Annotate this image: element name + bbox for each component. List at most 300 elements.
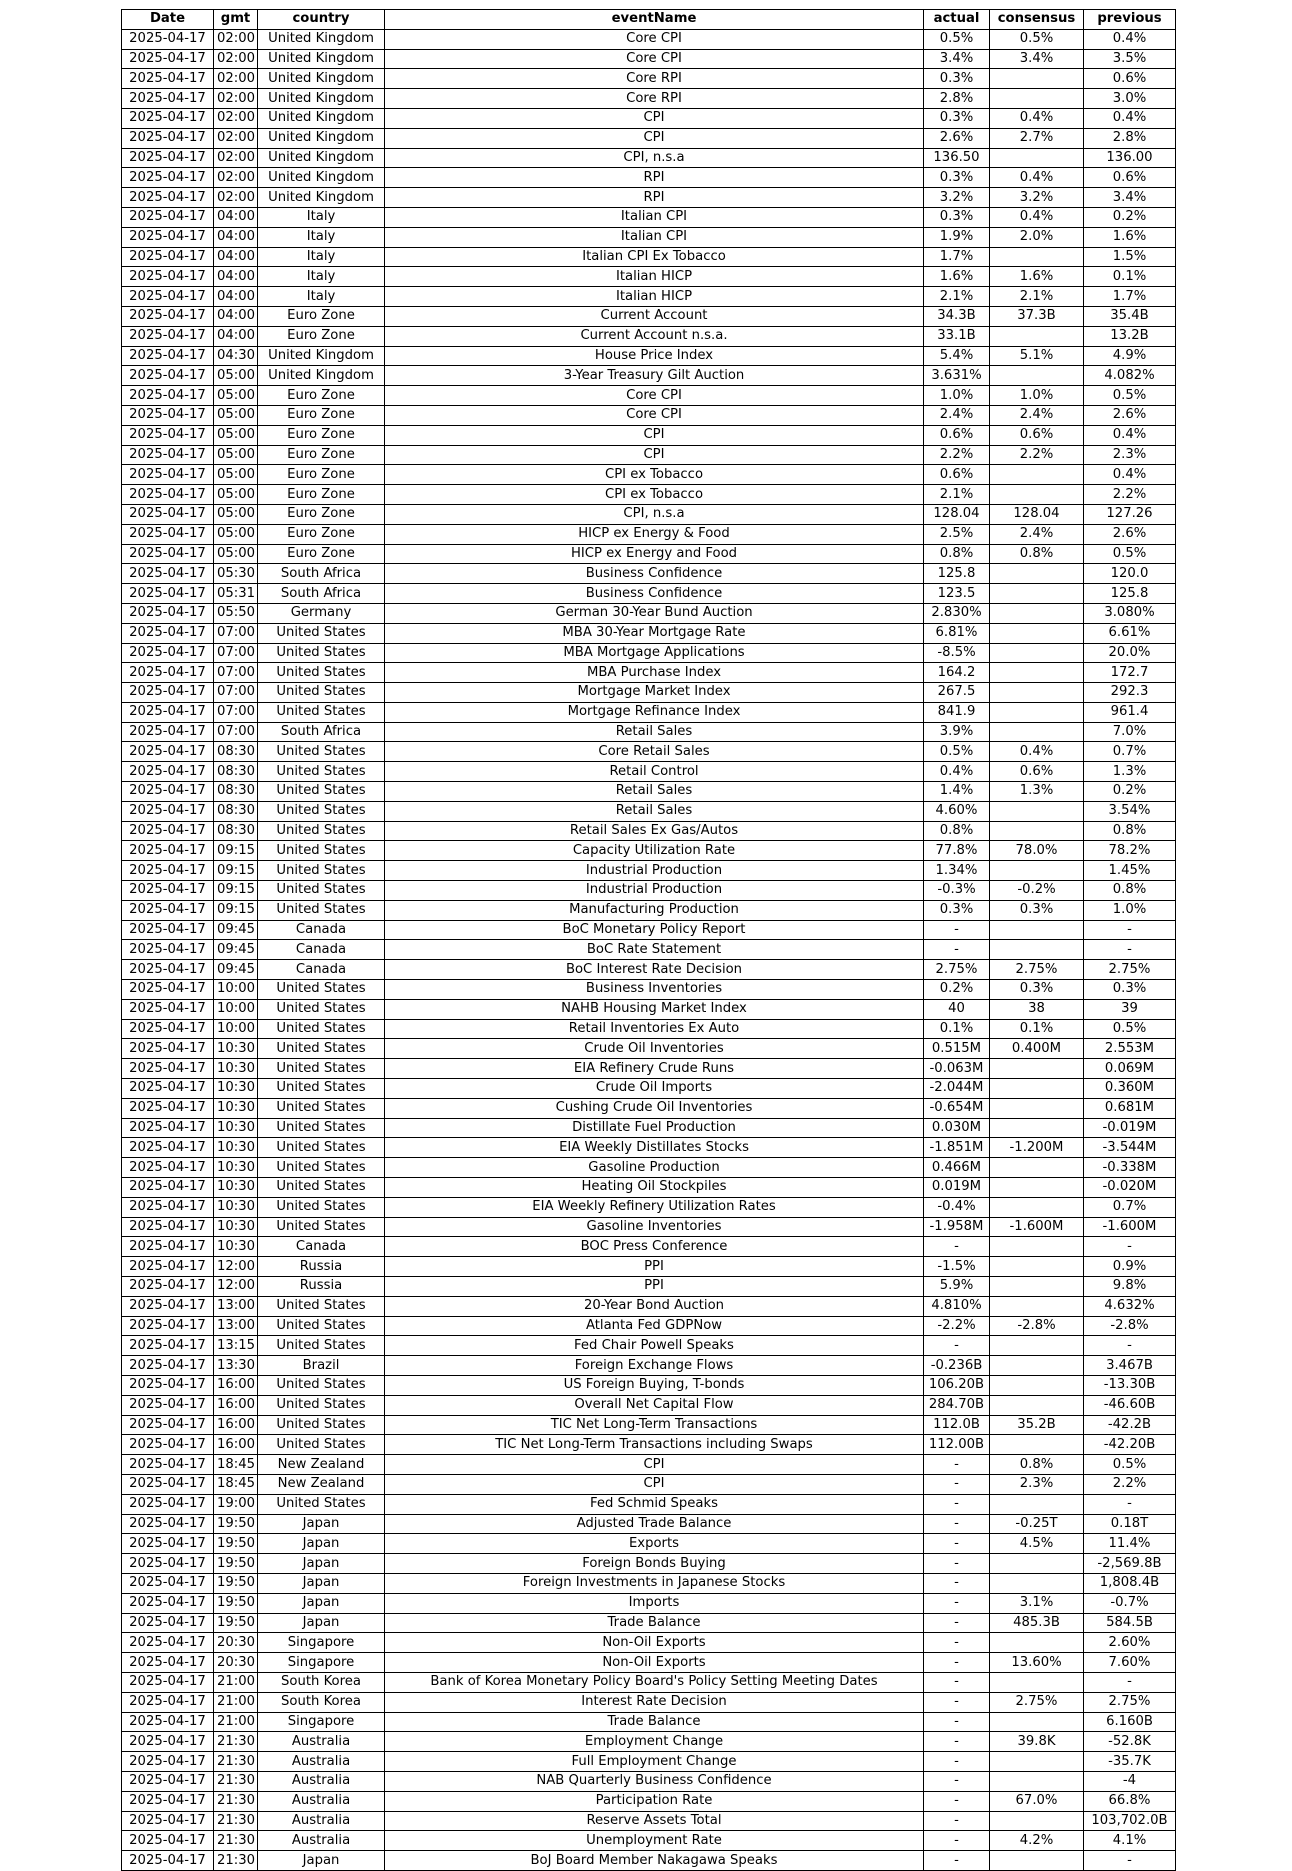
gmt-cell: 16:00 bbox=[214, 1415, 258, 1435]
consensus-cell bbox=[990, 69, 1084, 89]
previous-cell: 0.5% bbox=[1084, 1455, 1176, 1475]
table-row bbox=[122, 168, 1176, 188]
previous-cell: 0.360M bbox=[1084, 1079, 1176, 1099]
gmt-cell: 09:15 bbox=[214, 900, 258, 920]
date-cell: 2025-04-17 bbox=[122, 1079, 214, 1099]
previous-cell: 1.6% bbox=[1084, 227, 1176, 247]
actual-cell: -0.4% bbox=[924, 1197, 990, 1217]
previous-cell: 0.2% bbox=[1084, 782, 1176, 802]
consensus-cell bbox=[990, 1554, 1084, 1574]
date-cell: 2025-04-17 bbox=[122, 128, 214, 148]
actual-cell: 106.20B bbox=[924, 1375, 990, 1395]
table-row bbox=[122, 1851, 1176, 1871]
country-cell: United Kingdom bbox=[258, 89, 385, 109]
actual-cell: -1.958M bbox=[924, 1217, 990, 1237]
gmt-cell: 13:30 bbox=[214, 1356, 258, 1376]
table-row bbox=[122, 227, 1176, 247]
event-name-cell: PPI bbox=[385, 1277, 924, 1297]
previous-cell: 2.6% bbox=[1084, 405, 1176, 425]
event-name-cell: Retail Sales bbox=[385, 801, 924, 821]
actual-cell: 112.0B bbox=[924, 1415, 990, 1435]
consensus-cell bbox=[990, 1257, 1084, 1277]
consensus-cell: 0.4% bbox=[990, 742, 1084, 762]
table-row bbox=[122, 1296, 1176, 1316]
gmt-cell: 04:00 bbox=[214, 247, 258, 267]
previous-cell: 2.3% bbox=[1084, 445, 1176, 465]
previous-cell: 0.4% bbox=[1084, 108, 1176, 128]
country-cell: United States bbox=[258, 1197, 385, 1217]
previous-cell: -1.600M bbox=[1084, 1217, 1176, 1237]
date-cell: 2025-04-17 bbox=[122, 1178, 214, 1198]
date-cell: 2025-04-17 bbox=[122, 623, 214, 643]
gmt-cell: 18:45 bbox=[214, 1474, 258, 1494]
event-name-cell: Mortgage Market Index bbox=[385, 683, 924, 703]
gmt-cell: 05:00 bbox=[214, 544, 258, 564]
country-cell: United States bbox=[258, 762, 385, 782]
gmt-cell: 18:45 bbox=[214, 1455, 258, 1475]
date-cell: 2025-04-17 bbox=[122, 1692, 214, 1712]
country-cell: Italy bbox=[258, 227, 385, 247]
actual-cell: -0.236B bbox=[924, 1356, 990, 1376]
previous-cell: 961.4 bbox=[1084, 702, 1176, 722]
actual-cell: -1.851M bbox=[924, 1138, 990, 1158]
actual-cell: 1.7% bbox=[924, 247, 990, 267]
date-cell: 2025-04-17 bbox=[122, 881, 214, 901]
event-name-cell: NAHB Housing Market Index bbox=[385, 999, 924, 1019]
gmt-cell: 08:30 bbox=[214, 821, 258, 841]
country-cell: United States bbox=[258, 683, 385, 703]
event-name-cell: CPI ex Tobacco bbox=[385, 465, 924, 485]
table-row bbox=[122, 386, 1176, 406]
consensus-cell: 2.3% bbox=[990, 1474, 1084, 1494]
event-name-cell: Employment Change bbox=[385, 1732, 924, 1752]
country-cell: United States bbox=[258, 1435, 385, 1455]
event-name-cell: Foreign Bonds Buying bbox=[385, 1554, 924, 1574]
previous-cell: -13.30B bbox=[1084, 1375, 1176, 1395]
date-cell: 2025-04-17 bbox=[122, 663, 214, 683]
gmt-cell: 09:15 bbox=[214, 881, 258, 901]
country-cell: Australia bbox=[258, 1811, 385, 1831]
country-cell: United States bbox=[258, 742, 385, 762]
actual-cell: 125.8 bbox=[924, 564, 990, 584]
event-name-cell: BOC Press Conference bbox=[385, 1237, 924, 1257]
consensus-cell: 0.4% bbox=[990, 108, 1084, 128]
country-cell: Euro Zone bbox=[258, 445, 385, 465]
country-cell: United States bbox=[258, 881, 385, 901]
event-name-cell: CPI, n.s.a bbox=[385, 504, 924, 524]
gmt-cell: 04:30 bbox=[214, 346, 258, 366]
previous-cell: 2.75% bbox=[1084, 1692, 1176, 1712]
consensus-cell: -1.200M bbox=[990, 1138, 1084, 1158]
actual-cell: - bbox=[924, 940, 990, 960]
actual-cell: - bbox=[924, 1534, 990, 1554]
country-cell: United States bbox=[258, 1415, 385, 1435]
consensus-cell bbox=[990, 465, 1084, 485]
gmt-cell: 02:00 bbox=[214, 89, 258, 109]
previous-cell: 172.7 bbox=[1084, 663, 1176, 683]
consensus-cell: 4.2% bbox=[990, 1831, 1084, 1851]
date-cell: 2025-04-17 bbox=[122, 1415, 214, 1435]
country-cell: Euro Zone bbox=[258, 326, 385, 346]
actual-cell: 0.6% bbox=[924, 425, 990, 445]
event-name-cell: Retail Sales bbox=[385, 722, 924, 742]
previous-cell: 0.18T bbox=[1084, 1514, 1176, 1534]
gmt-cell: 05:00 bbox=[214, 524, 258, 544]
event-name-cell: Industrial Production bbox=[385, 881, 924, 901]
gmt-cell: 08:30 bbox=[214, 801, 258, 821]
event-name-cell: Interest Rate Decision bbox=[385, 1692, 924, 1712]
previous-cell: 3.080% bbox=[1084, 603, 1176, 623]
country-cell: Australia bbox=[258, 1771, 385, 1791]
actual-cell: -2.2% bbox=[924, 1316, 990, 1336]
country-cell: Japan bbox=[258, 1573, 385, 1593]
previous-cell: -4 bbox=[1084, 1771, 1176, 1791]
event-name-cell: Mortgage Refinance Index bbox=[385, 702, 924, 722]
table-row bbox=[122, 1692, 1176, 1712]
consensus-cell: 0.5% bbox=[990, 29, 1084, 49]
event-name-cell: 3-Year Treasury Gilt Auction bbox=[385, 366, 924, 386]
table-row bbox=[122, 465, 1176, 485]
consensus-cell bbox=[990, 1277, 1084, 1297]
date-cell: 2025-04-17 bbox=[122, 405, 214, 425]
consensus-cell: -1.600M bbox=[990, 1217, 1084, 1237]
table-row bbox=[122, 287, 1176, 307]
gmt-cell: 10:30 bbox=[214, 1197, 258, 1217]
gmt-cell: 02:00 bbox=[214, 108, 258, 128]
event-name-cell: CPI ex Tobacco bbox=[385, 485, 924, 505]
event-name-cell: CPI bbox=[385, 445, 924, 465]
previous-cell: 136.00 bbox=[1084, 148, 1176, 168]
actual-cell: 0.3% bbox=[924, 108, 990, 128]
actual-cell: 1.0% bbox=[924, 386, 990, 406]
previous-cell: -42.2B bbox=[1084, 1415, 1176, 1435]
country-cell: New Zealand bbox=[258, 1474, 385, 1494]
country-cell: United Kingdom bbox=[258, 168, 385, 188]
table-row bbox=[122, 1534, 1176, 1554]
country-cell: United States bbox=[258, 1178, 385, 1198]
date-cell: 2025-04-17 bbox=[122, 1197, 214, 1217]
date-cell: 2025-04-17 bbox=[122, 1118, 214, 1138]
event-name-cell: Capacity Utilization Rate bbox=[385, 841, 924, 861]
event-name-cell: Manufacturing Production bbox=[385, 900, 924, 920]
country-cell: South Africa bbox=[258, 722, 385, 742]
consensus-cell: 2.2% bbox=[990, 445, 1084, 465]
previous-cell: 0.5% bbox=[1084, 544, 1176, 564]
gmt-cell: 10:30 bbox=[214, 1098, 258, 1118]
date-cell: 2025-04-17 bbox=[122, 29, 214, 49]
event-name-cell: Reserve Assets Total bbox=[385, 1811, 924, 1831]
date-cell: 2025-04-17 bbox=[122, 69, 214, 89]
actual-cell: 284.70B bbox=[924, 1395, 990, 1415]
table-row bbox=[122, 1712, 1176, 1732]
event-name-cell: Core CPI bbox=[385, 49, 924, 69]
consensus-cell bbox=[990, 702, 1084, 722]
event-name-cell: CPI bbox=[385, 425, 924, 445]
previous-cell: 3.5% bbox=[1084, 49, 1176, 69]
previous-cell: 9.8% bbox=[1084, 1277, 1176, 1297]
actual-cell: - bbox=[924, 1593, 990, 1613]
country-cell: Australia bbox=[258, 1831, 385, 1851]
gmt-cell: 02:00 bbox=[214, 69, 258, 89]
gmt-cell: 19:50 bbox=[214, 1514, 258, 1534]
actual-cell: 0.030M bbox=[924, 1118, 990, 1138]
actual-cell: 0.8% bbox=[924, 821, 990, 841]
event-name-cell: CPI bbox=[385, 128, 924, 148]
gmt-cell: 21:30 bbox=[214, 1752, 258, 1772]
table-row bbox=[122, 1039, 1176, 1059]
country-cell: United States bbox=[258, 1336, 385, 1356]
actual-cell: - bbox=[924, 1514, 990, 1534]
table-row bbox=[122, 1732, 1176, 1752]
date-cell: 2025-04-17 bbox=[122, 1851, 214, 1871]
consensus-cell: 0.4% bbox=[990, 207, 1084, 227]
previous-cell: 2.2% bbox=[1084, 1474, 1176, 1494]
table-row bbox=[122, 623, 1176, 643]
actual-cell: 4.810% bbox=[924, 1296, 990, 1316]
actual-cell: 0.3% bbox=[924, 900, 990, 920]
previous-cell: - bbox=[1084, 1672, 1176, 1692]
previous-cell: -35.7K bbox=[1084, 1752, 1176, 1772]
event-name-cell: Foreign Exchange Flows bbox=[385, 1356, 924, 1376]
table-row bbox=[122, 1395, 1176, 1415]
actual-cell: - bbox=[924, 920, 990, 940]
event-name-cell: MBA Purchase Index bbox=[385, 663, 924, 683]
previous-cell: 1,808.4B bbox=[1084, 1573, 1176, 1593]
date-cell: 2025-04-17 bbox=[122, 702, 214, 722]
consensus-cell: -0.2% bbox=[990, 881, 1084, 901]
country-cell: United Kingdom bbox=[258, 49, 385, 69]
actual-cell: - bbox=[924, 1692, 990, 1712]
actual-cell: 5.9% bbox=[924, 1277, 990, 1297]
gmt-cell: 05:50 bbox=[214, 603, 258, 623]
gmt-cell: 09:45 bbox=[214, 960, 258, 980]
gmt-cell: 02:00 bbox=[214, 49, 258, 69]
consensus-cell: 35.2B bbox=[990, 1415, 1084, 1435]
country-cell: United Kingdom bbox=[258, 128, 385, 148]
consensus-cell: 2.75% bbox=[990, 1692, 1084, 1712]
date-cell: 2025-04-17 bbox=[122, 1395, 214, 1415]
country-cell: Euro Zone bbox=[258, 425, 385, 445]
country-cell: United States bbox=[258, 801, 385, 821]
date-cell: 2025-04-17 bbox=[122, 287, 214, 307]
previous-cell: 3.467B bbox=[1084, 1356, 1176, 1376]
table-row bbox=[122, 841, 1176, 861]
gmt-cell: 07:00 bbox=[214, 623, 258, 643]
date-cell: 2025-04-17 bbox=[122, 1296, 214, 1316]
actual-cell: 2.2% bbox=[924, 445, 990, 465]
actual-cell: - bbox=[924, 1851, 990, 1871]
table-row bbox=[122, 1474, 1176, 1494]
date-cell: 2025-04-17 bbox=[122, 1138, 214, 1158]
consensus-cell bbox=[990, 643, 1084, 663]
country-cell: Euro Zone bbox=[258, 504, 385, 524]
date-cell: 2025-04-17 bbox=[122, 960, 214, 980]
country-cell: Canada bbox=[258, 960, 385, 980]
country-cell: United Kingdom bbox=[258, 188, 385, 208]
actual-cell: 0.2% bbox=[924, 980, 990, 1000]
table-row bbox=[122, 1415, 1176, 1435]
gmt-cell: 21:30 bbox=[214, 1831, 258, 1851]
date-cell: 2025-04-17 bbox=[122, 1791, 214, 1811]
table-row bbox=[122, 1217, 1176, 1237]
consensus-cell: 67.0% bbox=[990, 1791, 1084, 1811]
date-cell: 2025-04-17 bbox=[122, 1019, 214, 1039]
consensus-cell bbox=[990, 1771, 1084, 1791]
table-row bbox=[122, 782, 1176, 802]
actual-cell: -0.063M bbox=[924, 1059, 990, 1079]
table-row bbox=[122, 1593, 1176, 1613]
previous-cell: 127.26 bbox=[1084, 504, 1176, 524]
gmt-cell: 07:00 bbox=[214, 643, 258, 663]
previous-cell: 0.069M bbox=[1084, 1059, 1176, 1079]
actual-cell: 0.4% bbox=[924, 762, 990, 782]
gmt-cell: 08:30 bbox=[214, 742, 258, 762]
consensus-cell bbox=[990, 1356, 1084, 1376]
date-cell: 2025-04-17 bbox=[122, 1059, 214, 1079]
date-cell: 2025-04-17 bbox=[122, 188, 214, 208]
table-row bbox=[122, 544, 1176, 564]
event-name-cell: Retail Control bbox=[385, 762, 924, 782]
event-name-cell: TIC Net Long-Term Transactions bbox=[385, 1415, 924, 1435]
gmt-cell: 05:00 bbox=[214, 504, 258, 524]
country-cell: United Kingdom bbox=[258, 346, 385, 366]
previous-cell: 3.0% bbox=[1084, 89, 1176, 109]
table-row bbox=[122, 29, 1176, 49]
event-name-cell: HICP ex Energy and Food bbox=[385, 544, 924, 564]
date-cell: 2025-04-17 bbox=[122, 544, 214, 564]
actual-cell: 33.1B bbox=[924, 326, 990, 346]
actual-cell: 0.3% bbox=[924, 69, 990, 89]
consensus-cell bbox=[990, 1395, 1084, 1415]
actual-cell: - bbox=[924, 1455, 990, 1475]
consensus-cell: 1.6% bbox=[990, 267, 1084, 287]
event-name-cell: EIA Weekly Distillates Stocks bbox=[385, 1138, 924, 1158]
gmt-cell: 05:00 bbox=[214, 445, 258, 465]
header-country: country bbox=[258, 10, 385, 30]
actual-cell: - bbox=[924, 1811, 990, 1831]
table-row bbox=[122, 1336, 1176, 1356]
date-cell: 2025-04-17 bbox=[122, 1613, 214, 1633]
consensus-cell bbox=[990, 663, 1084, 683]
actual-cell: 6.81% bbox=[924, 623, 990, 643]
actual-cell: 0.3% bbox=[924, 168, 990, 188]
table-row bbox=[122, 1178, 1176, 1198]
gmt-cell: 04:00 bbox=[214, 287, 258, 307]
date-cell: 2025-04-17 bbox=[122, 762, 214, 782]
country-cell: Euro Zone bbox=[258, 465, 385, 485]
event-name-cell: Distillate Fuel Production bbox=[385, 1118, 924, 1138]
table-row bbox=[122, 1811, 1176, 1831]
table-row bbox=[122, 1613, 1176, 1633]
date-cell: 2025-04-17 bbox=[122, 782, 214, 802]
consensus-cell: 2.4% bbox=[990, 524, 1084, 544]
table-row bbox=[122, 1771, 1176, 1791]
table-row bbox=[122, 1672, 1176, 1692]
date-cell: 2025-04-17 bbox=[122, 1633, 214, 1653]
date-cell: 2025-04-17 bbox=[122, 980, 214, 1000]
country-cell: Euro Zone bbox=[258, 524, 385, 544]
consensus-cell bbox=[990, 366, 1084, 386]
consensus-cell: 0.1% bbox=[990, 1019, 1084, 1039]
event-name-cell: Italian HICP bbox=[385, 267, 924, 287]
actual-cell: 2.5% bbox=[924, 524, 990, 544]
previous-cell: 1.3% bbox=[1084, 762, 1176, 782]
country-cell: United States bbox=[258, 1098, 385, 1118]
date-cell: 2025-04-17 bbox=[122, 722, 214, 742]
date-cell: 2025-04-17 bbox=[122, 346, 214, 366]
consensus-cell: 3.4% bbox=[990, 49, 1084, 69]
event-name-cell: Core CPI bbox=[385, 405, 924, 425]
date-cell: 2025-04-17 bbox=[122, 1672, 214, 1692]
table-row bbox=[122, 425, 1176, 445]
country-cell: United Kingdom bbox=[258, 108, 385, 128]
previous-cell: 78.2% bbox=[1084, 841, 1176, 861]
country-cell: New Zealand bbox=[258, 1455, 385, 1475]
table-row bbox=[122, 1375, 1176, 1395]
consensus-cell bbox=[990, 603, 1084, 623]
date-cell: 2025-04-17 bbox=[122, 227, 214, 247]
date-cell: 2025-04-17 bbox=[122, 1514, 214, 1534]
date-cell: 2025-04-17 bbox=[122, 1257, 214, 1277]
date-cell: 2025-04-17 bbox=[122, 89, 214, 109]
consensus-cell bbox=[990, 940, 1084, 960]
date-cell: 2025-04-17 bbox=[122, 920, 214, 940]
date-cell: 2025-04-17 bbox=[122, 1771, 214, 1791]
previous-cell: 0.2% bbox=[1084, 207, 1176, 227]
gmt-cell: 10:30 bbox=[214, 1237, 258, 1257]
date-cell: 2025-04-17 bbox=[122, 1593, 214, 1613]
table-row bbox=[122, 1554, 1176, 1574]
event-name-cell: Heating Oil Stockpiles bbox=[385, 1178, 924, 1198]
previous-cell: -46.60B bbox=[1084, 1395, 1176, 1415]
previous-cell: 0.5% bbox=[1084, 386, 1176, 406]
date-cell: 2025-04-17 bbox=[122, 267, 214, 287]
consensus-cell bbox=[990, 1237, 1084, 1257]
country-cell: United Kingdom bbox=[258, 69, 385, 89]
event-name-cell: Business Confidence bbox=[385, 584, 924, 604]
actual-cell: 0.5% bbox=[924, 742, 990, 762]
gmt-cell: 05:00 bbox=[214, 386, 258, 406]
actual-cell: 2.4% bbox=[924, 405, 990, 425]
consensus-cell: -2.8% bbox=[990, 1316, 1084, 1336]
country-cell: United States bbox=[258, 643, 385, 663]
previous-cell: 0.5% bbox=[1084, 1019, 1176, 1039]
previous-cell: 2.75% bbox=[1084, 960, 1176, 980]
date-cell: 2025-04-17 bbox=[122, 1474, 214, 1494]
date-cell: 2025-04-17 bbox=[122, 1158, 214, 1178]
consensus-cell bbox=[990, 148, 1084, 168]
consensus-cell: 485.3B bbox=[990, 1613, 1084, 1633]
gmt-cell: 13:00 bbox=[214, 1296, 258, 1316]
economic-calendar-table bbox=[121, 9, 1176, 1871]
previous-cell: -0.338M bbox=[1084, 1158, 1176, 1178]
consensus-cell bbox=[990, 821, 1084, 841]
previous-cell: 7.60% bbox=[1084, 1653, 1176, 1673]
event-name-cell: Overall Net Capital Flow bbox=[385, 1395, 924, 1415]
actual-cell: - bbox=[924, 1336, 990, 1356]
gmt-cell: 07:00 bbox=[214, 663, 258, 683]
event-name-cell: German 30-Year Bund Auction bbox=[385, 603, 924, 623]
actual-cell: 3.9% bbox=[924, 722, 990, 742]
date-cell: 2025-04-17 bbox=[122, 801, 214, 821]
date-cell: 2025-04-17 bbox=[122, 643, 214, 663]
table-row bbox=[122, 326, 1176, 346]
table-row bbox=[122, 1573, 1176, 1593]
table-row bbox=[122, 900, 1176, 920]
consensus-cell bbox=[990, 1851, 1084, 1871]
previous-cell: -0.7% bbox=[1084, 1593, 1176, 1613]
actual-cell: 112.00B bbox=[924, 1435, 990, 1455]
